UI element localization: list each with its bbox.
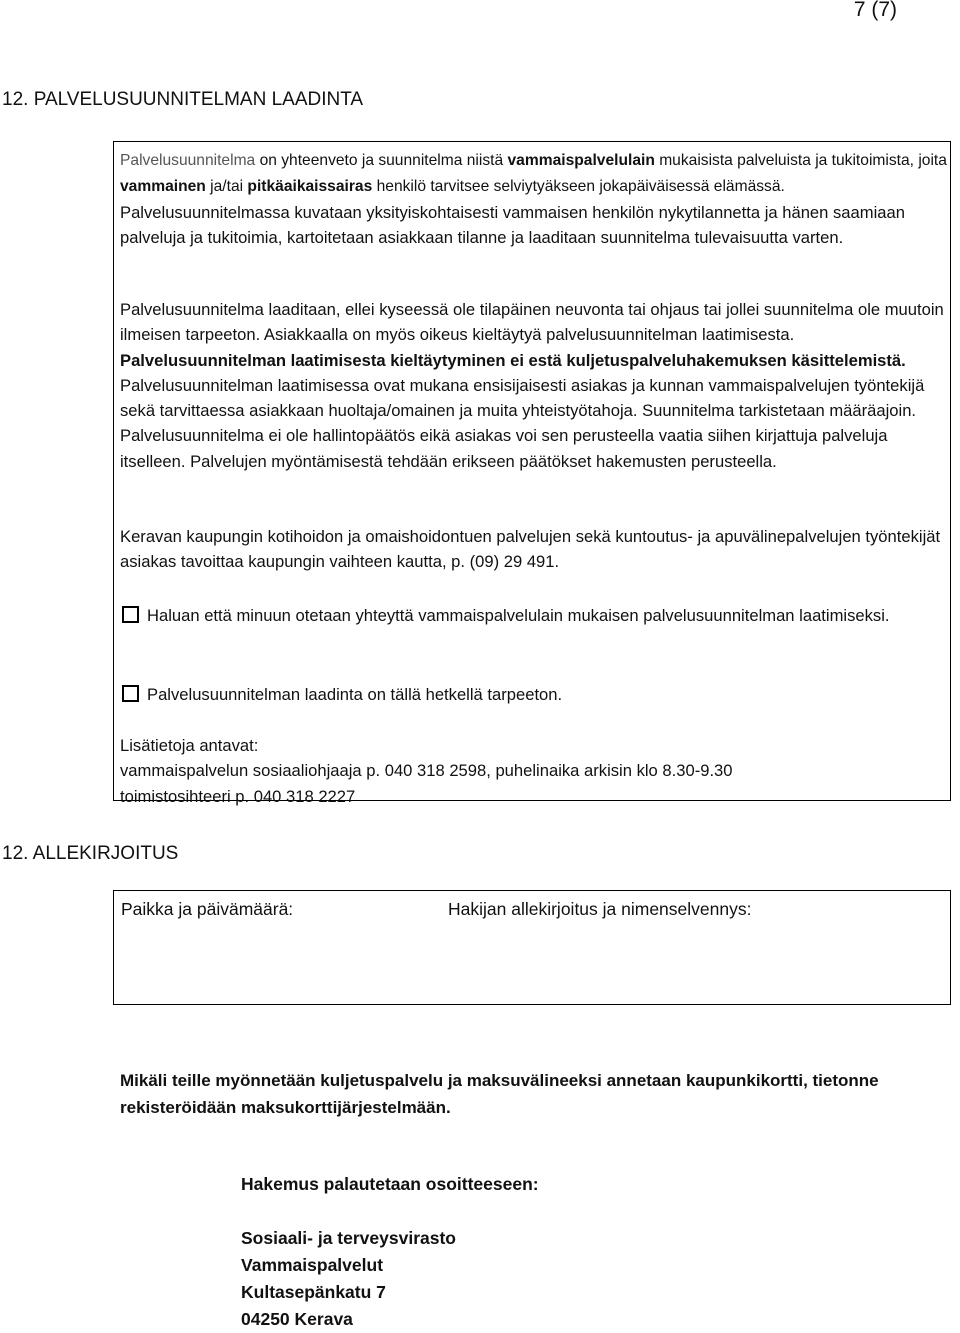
info-line: toimistosihteeri p. 040 318 2227 (120, 786, 356, 806)
page-number: 7 (7) (853, 0, 897, 21)
intro-text: ja/tai (205, 178, 248, 196)
service-plan-intro (120, 147, 950, 250)
signature-field[interactable]: Hakijan allekirjoitus ja nimenselvennys: (448, 899, 752, 919)
return-address (241, 1225, 456, 1333)
checkbox-contact-request-label: Haluan että minuun otetaan yhteyttä vammaispalvelulain mukaisen palvelusuunnitelman laatimiseksi. (147, 606, 890, 625)
intro-text: Palvelusuunnitelmassa kuvataan yksityiskohtaisesti vammaisen henkilön nykytilannetta ja hänen saamiaan palveluja ja tukitoimia, kartoitetaan asiakkaan tilanne ja laaditaan suunnitelma tulevaisuutta varten. (120, 202, 905, 247)
details-bold: Palvelusuunnitelman laatimisesta kieltäytyminen ei estä kuljetuspalveluhakemuksen käsittelemistä. (120, 350, 906, 370)
intro-bold: vammainen (120, 178, 206, 196)
address-line: 04250 Kerava (241, 1309, 353, 1329)
intro-bold: pitkäaikaissairas (247, 178, 373, 196)
info-line: vammaispalvelun sosiaaliohjaaja p. 040 318 2598, puhelinaika arkisin klo 8.30-9.30 (120, 761, 733, 781)
details-text: Palvelusuunnitelman laatimisessa ovat mukana ensisijaisesti asiakas ja kunnan vammaispalvelujen työntekijä sekä tarvittaessa asiakkaan huoltaja/omainen ja muita yhteistyötahoja. Suunnitelma tarkistetaan määräajoin. Palvelusuunnitelma ei ole hallintopäätös eikä asiakas voi sen perusteella vaatia siihen kirjattuja palveluja itselleen. Palvelujen myöntämisestä tehdään erikseen päätökset hakemusten perusteella. (120, 375, 925, 471)
details-text: Palvelusuunnitelma laaditaan, ellei kyseessä ole tilapäinen neuvonta tai ohjaus tai jollei suunnitelma ole muutoin ilmeisen tarpeeton. Asiakkaalla on myös oikeus kieltäytyä palvelusuunnitelman laatimisesta. (120, 300, 944, 345)
section-heading-service-plan: 12. PALVELUSUUNNITELMAN LAADINTA (2, 89, 364, 110)
address-line: Sosiaali- ja terveysvirasto (241, 1228, 456, 1248)
intro-text: henkilö tarvitsee selviytyäkseen jokapäiväisessä elämässä. (372, 178, 785, 196)
card-registry-note: Mikäli teille myönnetään kuljetuspalvelu ja maksuvälineeksi annetaan kaupunkikortti, tietonne rekisteröidään maksukorttijärjestelmään. (120, 1071, 879, 1117)
signature-box (113, 890, 951, 1005)
intro-text: on yhteenveto ja suunnitelma niistä (255, 152, 508, 169)
place-date-field[interactable]: Paikka ja päivämäärä: (121, 899, 294, 919)
checkbox-row-contact-request[interactable] (120, 603, 950, 628)
address-line: Kultasepänkatu 7 (241, 1282, 386, 1302)
additional-info (120, 733, 950, 809)
checkbox-not-needed-label: Palvelusuunnitelman laadinta on tällä hetkellä tarpeeton. (147, 685, 563, 704)
section-heading-signature: 12. ALLEKIRJOITUS (2, 843, 179, 864)
intro-text: Palvelusuunnitelma (120, 152, 256, 169)
checkbox-contact-request[interactable] (122, 606, 139, 623)
address-line: Vammaispalvelut (241, 1255, 384, 1275)
return-address-label: Hakemus palautetaan osoitteeseen: (241, 1174, 539, 1194)
info-label: Lisätietoja antavat: (120, 736, 259, 755)
service-plan-details (120, 297, 950, 474)
checkbox-row-not-needed[interactable] (120, 682, 950, 707)
checkbox-not-needed[interactable] (122, 685, 139, 702)
intro-bold: vammaispalvelulain (507, 152, 655, 169)
intro-text: mukaisista palveluista ja tukitoimista, joita (654, 152, 947, 169)
contact-paragraph: Keravan kaupungin kotihoidon ja omaishoidontuen palvelujen sekä kuntoutus- ja apuvälinepalvelujen työntekijät asiakas tavoittaa kaupungin vaihteen kautta, p. (09) 29 491. (120, 527, 941, 572)
